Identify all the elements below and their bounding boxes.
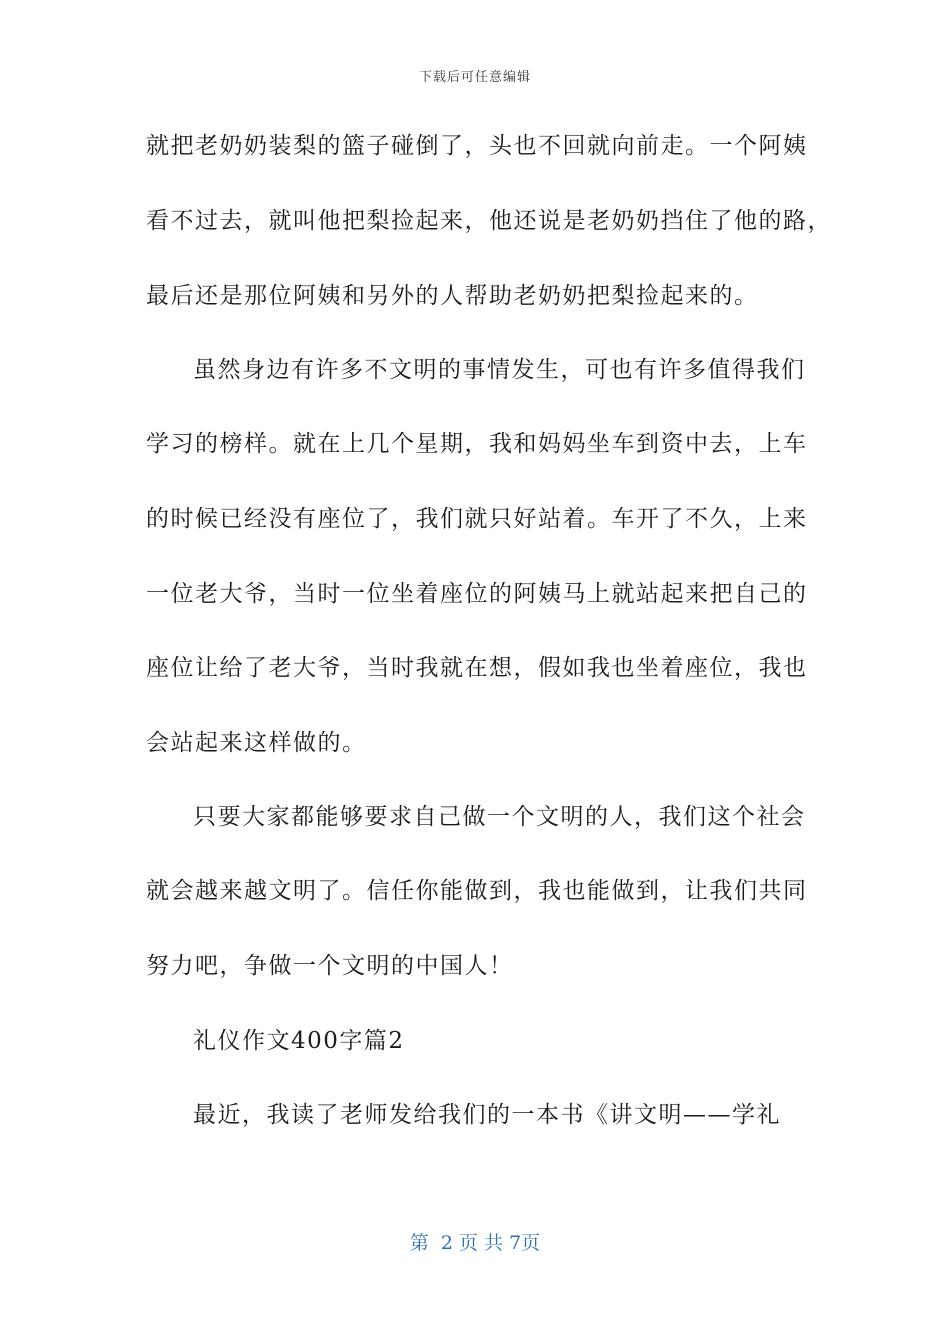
text-line: 的时候已经没有座位了，我们就只好站着。车开了不久，上来 <box>146 506 808 532</box>
text-line: 会站起来这样做的。 <box>146 730 367 756</box>
text-line: 最近，我读了老师发给我们的一本书《讲文明——学礼 <box>193 1102 781 1128</box>
text-line: 就会越来越文明了。信任你能做到，我也能做到，让我们共同 <box>146 878 808 904</box>
text-line: 最后还是那位阿姨和另外的人帮助老奶奶把梨捡起来的。 <box>146 283 759 309</box>
text-line: 努力吧，争做一个文明的中国人！ <box>146 953 514 979</box>
page-header: 下载后可任意编辑 <box>418 70 531 85</box>
page-footer: 第 2 页 共 7页 <box>409 1232 541 1254</box>
text-line: 座位让给了老大爷，当时我就在想，假如我也坐着座位，我也 <box>146 655 808 681</box>
text-line: 就把老奶奶装梨的篮子碰倒了，头也不回就向前走。一个阿姨 <box>146 133 808 159</box>
text-line: 看不过去，就叫他把梨捡起来，他还说是老奶奶挡住了他的路， <box>146 208 832 234</box>
text-line: 只要大家都能够要求自己做一个文明的人，我们这个社会 <box>193 804 806 830</box>
text-line: 一位老大爷，当时一位坐着座位的阿姨马上就站起来把自己的 <box>146 581 808 607</box>
section-heading: 礼仪作文400字篇2 <box>193 1028 405 1054</box>
text-line: 学习的榜样。就在上几个星期，我和妈妈坐车到资中去，上车 <box>146 431 808 457</box>
text-line: 虽然身边有许多不文明的事情发生，可也有许多值得我们 <box>193 357 806 383</box>
